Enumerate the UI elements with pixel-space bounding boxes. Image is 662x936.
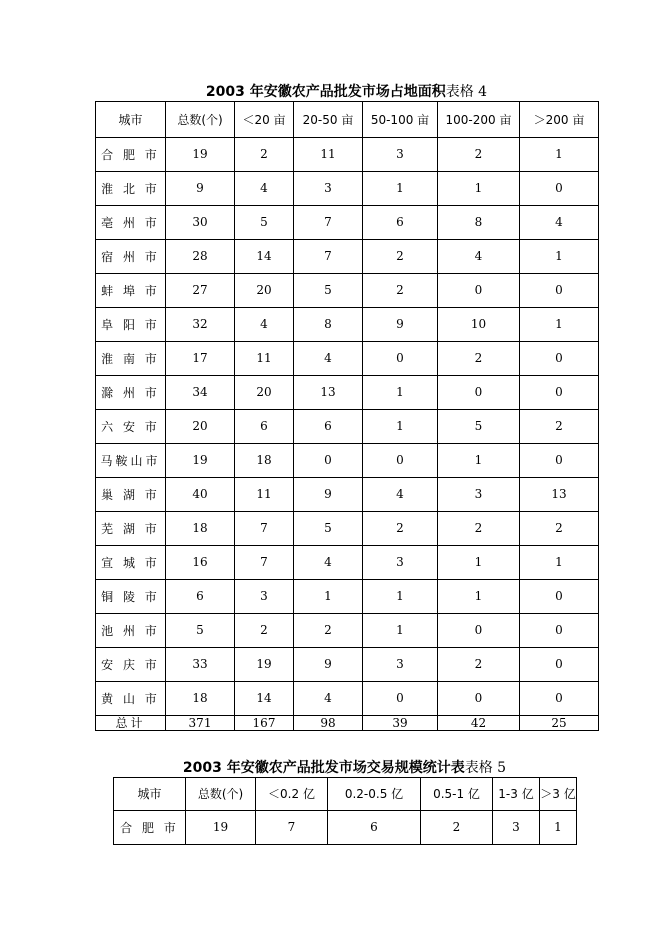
table-row: [96, 614, 599, 648]
value-cell: 0: [520, 444, 599, 478]
column-header: ＜20 亩: [235, 102, 294, 138]
value-cell: 0: [438, 682, 520, 716]
value-cell: 5: [294, 274, 363, 308]
column-header: 100-200 亩: [438, 102, 520, 138]
value-cell: 1: [363, 580, 438, 614]
value-cell: 2: [438, 512, 520, 546]
value-cell: 2: [520, 512, 599, 546]
value-cell: 9: [166, 172, 235, 206]
value-cell: 3: [294, 172, 363, 206]
value-cell: 1: [363, 614, 438, 648]
table1-caption: [95, 81, 598, 101]
column-header: ＜0.2 亿: [256, 778, 328, 811]
table-row: [96, 240, 599, 274]
value-cell: 0: [520, 172, 599, 206]
value-cell: 30: [166, 206, 235, 240]
value-cell: 3: [363, 138, 438, 172]
city-cell: 芜 湖 市: [96, 512, 166, 546]
value-cell: 2: [294, 614, 363, 648]
city-cell: 蚌 埠 市: [96, 274, 166, 308]
market-area-table: [95, 101, 599, 731]
value-cell: 0: [520, 682, 599, 716]
table1-body: [96, 138, 599, 731]
value-cell: 1: [520, 546, 599, 580]
total-value: 42: [438, 716, 520, 731]
city-cell: 宣 城 市: [96, 546, 166, 580]
value-cell: 4: [235, 172, 294, 206]
total-row: [96, 716, 599, 731]
value-cell: 0: [438, 376, 520, 410]
value-cell: 3: [438, 478, 520, 512]
value-cell: 2: [520, 410, 599, 444]
value-cell: 1: [540, 811, 577, 845]
value-cell: 20: [166, 410, 235, 444]
value-cell: 17: [166, 342, 235, 376]
city-cell: 阜 阳 市: [96, 308, 166, 342]
value-cell: 7: [256, 811, 328, 845]
value-cell: 28: [166, 240, 235, 274]
value-cell: 2: [235, 614, 294, 648]
city-cell: 滁 州 市: [96, 376, 166, 410]
table1-caption-label: 表格 4: [445, 84, 488, 100]
value-cell: 9: [294, 648, 363, 682]
city-cell: 亳 州 市: [96, 206, 166, 240]
table2-caption-label: 表格 5: [464, 760, 507, 776]
value-cell: 2: [363, 512, 438, 546]
value-cell: 14: [235, 682, 294, 716]
value-cell: 1: [438, 546, 520, 580]
city-cell: 黄 山 市: [96, 682, 166, 716]
table-row: [96, 512, 599, 546]
value-cell: 1: [363, 376, 438, 410]
column-header: 1-3 亿: [493, 778, 540, 811]
city-cell: 淮 北 市: [96, 172, 166, 206]
table-row: [114, 811, 577, 845]
city-cell: 巢 湖 市: [96, 478, 166, 512]
value-cell: 3: [493, 811, 540, 845]
column-header: 总数(个): [186, 778, 256, 811]
city-cell: 六 安 市: [96, 410, 166, 444]
value-cell: 11: [294, 138, 363, 172]
value-cell: 19: [166, 138, 235, 172]
value-cell: 3: [363, 546, 438, 580]
value-cell: 4: [294, 546, 363, 580]
value-cell: 13: [520, 478, 599, 512]
value-cell: 9: [363, 308, 438, 342]
column-header: 总数(个): [166, 102, 235, 138]
value-cell: 7: [235, 546, 294, 580]
value-cell: 13: [294, 376, 363, 410]
column-header: 城市: [96, 102, 166, 138]
table-header-row: [114, 778, 577, 811]
value-cell: 8: [438, 206, 520, 240]
value-cell: 6: [166, 580, 235, 614]
value-cell: 18: [166, 682, 235, 716]
total-value: 371: [166, 716, 235, 731]
value-cell: 1: [294, 580, 363, 614]
column-header: ＞200 亩: [520, 102, 599, 138]
total-value: 167: [235, 716, 294, 731]
value-cell: 1: [363, 172, 438, 206]
city-cell: 宿 州 市: [96, 240, 166, 274]
table-row: [96, 546, 599, 580]
table-row: [96, 172, 599, 206]
value-cell: 4: [438, 240, 520, 274]
table-row: [96, 410, 599, 444]
value-cell: 18: [235, 444, 294, 478]
value-cell: 20: [235, 376, 294, 410]
table1-caption-title: 2003 年安徽农产品批发市场占地面积: [205, 84, 446, 100]
value-cell: 19: [235, 648, 294, 682]
table-row: [96, 138, 599, 172]
value-cell: 6: [235, 410, 294, 444]
value-cell: 5: [235, 206, 294, 240]
value-cell: 2: [421, 811, 493, 845]
value-cell: 1: [520, 138, 599, 172]
value-cell: 5: [166, 614, 235, 648]
value-cell: 0: [294, 444, 363, 478]
total-value: 25: [520, 716, 599, 731]
value-cell: 0: [363, 444, 438, 478]
table-row: [96, 648, 599, 682]
value-cell: 7: [294, 240, 363, 274]
table2-body: [114, 811, 577, 845]
column-header: 0.5-1 亿: [421, 778, 493, 811]
table-row: [96, 580, 599, 614]
value-cell: 0: [520, 274, 599, 308]
table-row: [96, 376, 599, 410]
value-cell: 2: [363, 240, 438, 274]
value-cell: 5: [438, 410, 520, 444]
city-cell: 铜 陵 市: [96, 580, 166, 614]
value-cell: 1: [520, 308, 599, 342]
value-cell: 1: [438, 172, 520, 206]
value-cell: 27: [166, 274, 235, 308]
value-cell: 10: [438, 308, 520, 342]
value-cell: 20: [235, 274, 294, 308]
city-cell: 马鞍山市: [96, 444, 166, 478]
value-cell: 6: [294, 410, 363, 444]
value-cell: 34: [166, 376, 235, 410]
value-cell: 2: [438, 138, 520, 172]
city-cell: 合 肥 市: [96, 138, 166, 172]
table-row: [96, 478, 599, 512]
city-cell: 合 肥 市: [114, 811, 186, 845]
value-cell: 5: [294, 512, 363, 546]
value-cell: 0: [438, 614, 520, 648]
value-cell: 1: [438, 444, 520, 478]
value-cell: 2: [363, 274, 438, 308]
total-value: 98: [294, 716, 363, 731]
value-cell: 18: [166, 512, 235, 546]
value-cell: 33: [166, 648, 235, 682]
column-header: 50-100 亩: [363, 102, 438, 138]
city-cell: 安 庆 市: [96, 648, 166, 682]
value-cell: 7: [235, 512, 294, 546]
table-row: [96, 444, 599, 478]
value-cell: 1: [363, 410, 438, 444]
column-header: 20-50 亩: [294, 102, 363, 138]
table-row: [96, 308, 599, 342]
value-cell: 2: [438, 648, 520, 682]
value-cell: 0: [520, 648, 599, 682]
value-cell: 16: [166, 546, 235, 580]
value-cell: 4: [363, 478, 438, 512]
value-cell: 8: [294, 308, 363, 342]
value-cell: 4: [294, 682, 363, 716]
total-label: 总计: [96, 716, 166, 731]
table2-caption: [113, 757, 576, 777]
value-cell: 19: [166, 444, 235, 478]
city-cell: 池 州 市: [96, 614, 166, 648]
table-header-row: [96, 102, 599, 138]
table-row: [96, 342, 599, 376]
value-cell: 11: [235, 478, 294, 512]
value-cell: 19: [186, 811, 256, 845]
value-cell: 3: [363, 648, 438, 682]
value-cell: 2: [235, 138, 294, 172]
value-cell: 6: [328, 811, 421, 845]
value-cell: 0: [520, 342, 599, 376]
value-cell: 9: [294, 478, 363, 512]
table2-caption-title: 2003 年安徽农产品批发市场交易规模统计表: [182, 760, 465, 776]
value-cell: 1: [438, 580, 520, 614]
value-cell: 0: [363, 682, 438, 716]
column-header: 城市: [114, 778, 186, 811]
value-cell: 32: [166, 308, 235, 342]
value-cell: 4: [294, 342, 363, 376]
column-header: ＞3 亿: [540, 778, 577, 811]
value-cell: 0: [363, 342, 438, 376]
city-cell: 淮 南 市: [96, 342, 166, 376]
value-cell: 3: [235, 580, 294, 614]
value-cell: 7: [294, 206, 363, 240]
value-cell: 4: [520, 206, 599, 240]
table-row: [96, 206, 599, 240]
value-cell: 0: [520, 376, 599, 410]
column-header: 0.2-0.5 亿: [328, 778, 421, 811]
value-cell: 6: [363, 206, 438, 240]
value-cell: 0: [520, 614, 599, 648]
value-cell: 1: [520, 240, 599, 274]
table-row: [96, 682, 599, 716]
value-cell: 2: [438, 342, 520, 376]
value-cell: 40: [166, 478, 235, 512]
total-value: 39: [363, 716, 438, 731]
value-cell: 0: [520, 580, 599, 614]
value-cell: 4: [235, 308, 294, 342]
value-cell: 0: [438, 274, 520, 308]
table-row: [96, 274, 599, 308]
trade-scale-table: [113, 777, 577, 845]
value-cell: 14: [235, 240, 294, 274]
value-cell: 11: [235, 342, 294, 376]
